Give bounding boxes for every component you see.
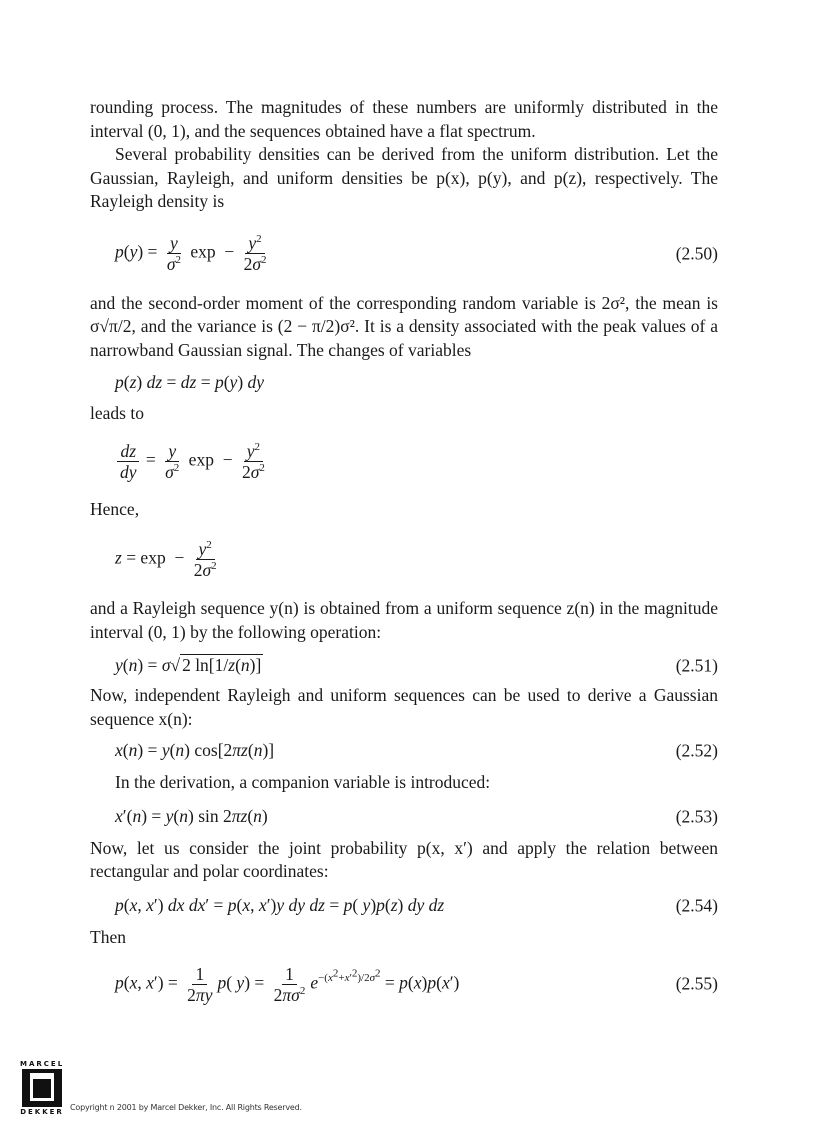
paragraph: rounding process. The magnitudes of these numbers are uniformly distributed in the interval (0, 1), and the sequences obtained have a flat spectrum.: [90, 97, 718, 141]
paragraph: In the derivation, a companion variable is introduced:: [115, 772, 491, 792]
equation-body: p(x, x′) = $\frac{1}{2\pi y}$ p( y) = $\frac{1}{2\pi\sigma^2}$ $e^{-(x^2+x'^2)/2\sigma^2} = p(x)p(x')$: [115, 963, 460, 1005]
page-body: [90, 96, 718, 1009]
paragraph: Now, independent Rayleigh and uniform sequences can be used to derive a Gaussian sequence x(n):: [90, 685, 718, 729]
equation-z: [90, 533, 718, 585]
equation-body: p(z) dz = dz = p(y) dy: [115, 372, 265, 393]
logo-top-text: MARCEL: [20, 1060, 65, 1068]
paragraph: Hence,: [90, 498, 140, 519]
equation-2-50: [90, 228, 718, 280]
footer: [14, 1060, 314, 1120]
equation-number: (2.53): [675, 805, 718, 826]
publisher-logo: [20, 1060, 64, 1116]
equation-number: (2.54): [675, 894, 718, 915]
paragraph: Several probability densities can be derived from the uniform distribution. Let the Gaussian, Rayleigh, and uniform densities be p(x), p(y), and p(z), respectively. The Rayleigh density is: [90, 144, 718, 211]
equation-number: (2.55): [675, 973, 718, 994]
equation-2-55: [90, 959, 718, 1009]
equation-body: x(n) = y(n) cos[2πz(n)]: [115, 740, 275, 761]
equation-change-of-variables: [90, 368, 718, 398]
equation-number: (2.51): [675, 655, 718, 676]
equation-derivative: [90, 436, 718, 488]
paragraph: and the second-order moment of the corresponding random variable is 2σ², the mean is σ√π/2, and the variance is (2 − π/2)σ². It is a density associated with the peak values of a narrowband Gaussian signal. The changes of variables: [90, 292, 718, 360]
equation-body: $\frac{dz}{dy}$ = $\frac{y}{\sigma^2}$ exp − $\frac{y^2}{2\sigma^2}$: [115, 441, 270, 482]
equation-number: (2.50): [675, 242, 718, 263]
equation-body: p(x, x′) dx dx′ = p(x, x′)y dy dz = p( y)p(z) dy dz: [115, 894, 445, 915]
equation-2-53: [90, 803, 718, 831]
equation-2-51: [90, 652, 718, 680]
copyright-notice: Copyright n 2001 by Marcel Dekker, Inc. All Rights Reserved.: [70, 1103, 302, 1112]
equation-number: (2.52): [675, 740, 718, 761]
equation-body: x′(n) = y(n) sin 2πz(n): [115, 805, 268, 826]
paragraph: leads to: [90, 403, 144, 423]
paragraph: and a Rayleigh sequence y(n) is obtained from a uniform sequence z(n) in the magnitude interval (0, 1) by the following operation:: [90, 598, 718, 642]
logo-bottom-text: DEKKER: [20, 1108, 64, 1116]
equation-body: z = exp − $\frac{y^2}{2\sigma^2}$: [115, 538, 217, 580]
logo-mark-icon: [22, 1069, 62, 1107]
paragraph: Now, let us consider the joint probability p(x, x′) and apply the relation between rectangular and polar coordinates:: [90, 837, 718, 881]
equation-2-54: [90, 892, 718, 920]
equation-body: p(y) = $\frac{y}{\sigma^2}$ exp − $\frac{y^2}{2\sigma^2}$: [115, 233, 267, 274]
equation-body: y(n) = σ√ 2 ln[1/z(n)]: [115, 655, 262, 676]
equation-2-52: [90, 737, 718, 765]
paragraph: Then: [90, 926, 126, 947]
